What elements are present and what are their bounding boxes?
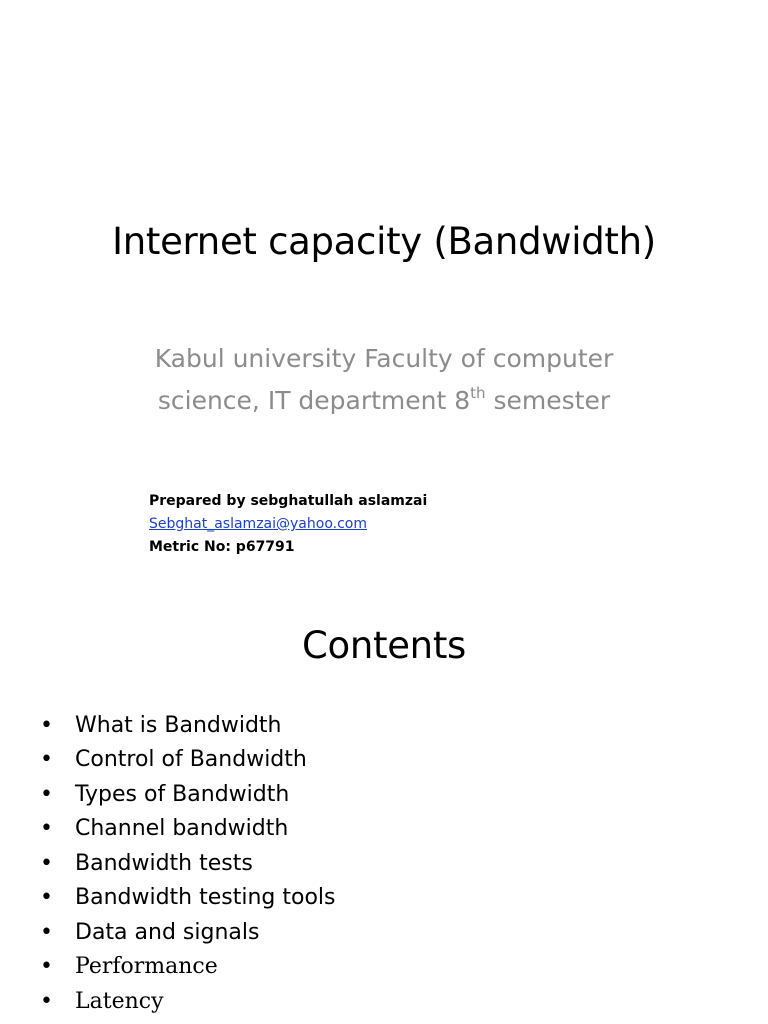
list-item-text: Control of Bandwidth xyxy=(75,747,307,773)
contents-slide xyxy=(0,576,768,1024)
list-item-text: Latency xyxy=(75,988,164,1014)
bullet-icon: • xyxy=(40,712,53,738)
contents-title: Contents xyxy=(301,624,467,667)
list-item xyxy=(40,950,336,985)
author-info xyxy=(149,490,427,559)
contents-list xyxy=(40,708,336,1019)
list-item xyxy=(40,812,336,847)
bullet-icon: • xyxy=(40,816,53,842)
subtitle-line-1: Kabul university Faculty of computer xyxy=(154,344,614,373)
list-item xyxy=(40,915,336,950)
list-item xyxy=(40,881,336,916)
bullet-icon: • xyxy=(40,988,53,1014)
list-item xyxy=(40,846,336,881)
metric-number-text: Metric No: p67791 xyxy=(149,539,295,555)
list-item xyxy=(40,743,336,778)
list-item xyxy=(40,777,336,812)
slide-title: Internet capacity (Bandwidth) xyxy=(112,220,656,263)
subtitle-line-2-start: science, IT department 8 xyxy=(157,386,471,415)
ordinal-suffix: th xyxy=(470,384,486,402)
subtitle-line-2-end: semester xyxy=(485,386,611,415)
list-item-text: Bandwidth tests xyxy=(75,850,253,876)
slide-subtitle xyxy=(100,338,668,422)
bullet-icon: • xyxy=(40,850,53,876)
list-item-text: Channel bandwidth xyxy=(75,816,289,842)
author-email-link[interactable]: Sebghat_aslamzai@yahoo.com xyxy=(149,516,367,532)
list-item-text: Performance xyxy=(75,954,218,980)
list-item xyxy=(40,984,336,1019)
bullet-icon: • xyxy=(40,885,53,911)
list-item-text: Types of Bandwidth xyxy=(75,781,290,807)
prepared-by-text: Prepared by sebghatullah aslamzai xyxy=(149,493,428,509)
list-item-text: What is Bandwidth xyxy=(75,712,282,738)
list-item-text: Data and signals xyxy=(75,919,260,945)
bullet-icon: • xyxy=(40,747,53,773)
list-item-text: Bandwidth testing tools xyxy=(75,885,336,911)
bullet-icon: • xyxy=(40,781,53,807)
list-item xyxy=(40,708,336,743)
bullet-icon: • xyxy=(40,919,53,945)
bullet-icon: • xyxy=(40,954,53,980)
